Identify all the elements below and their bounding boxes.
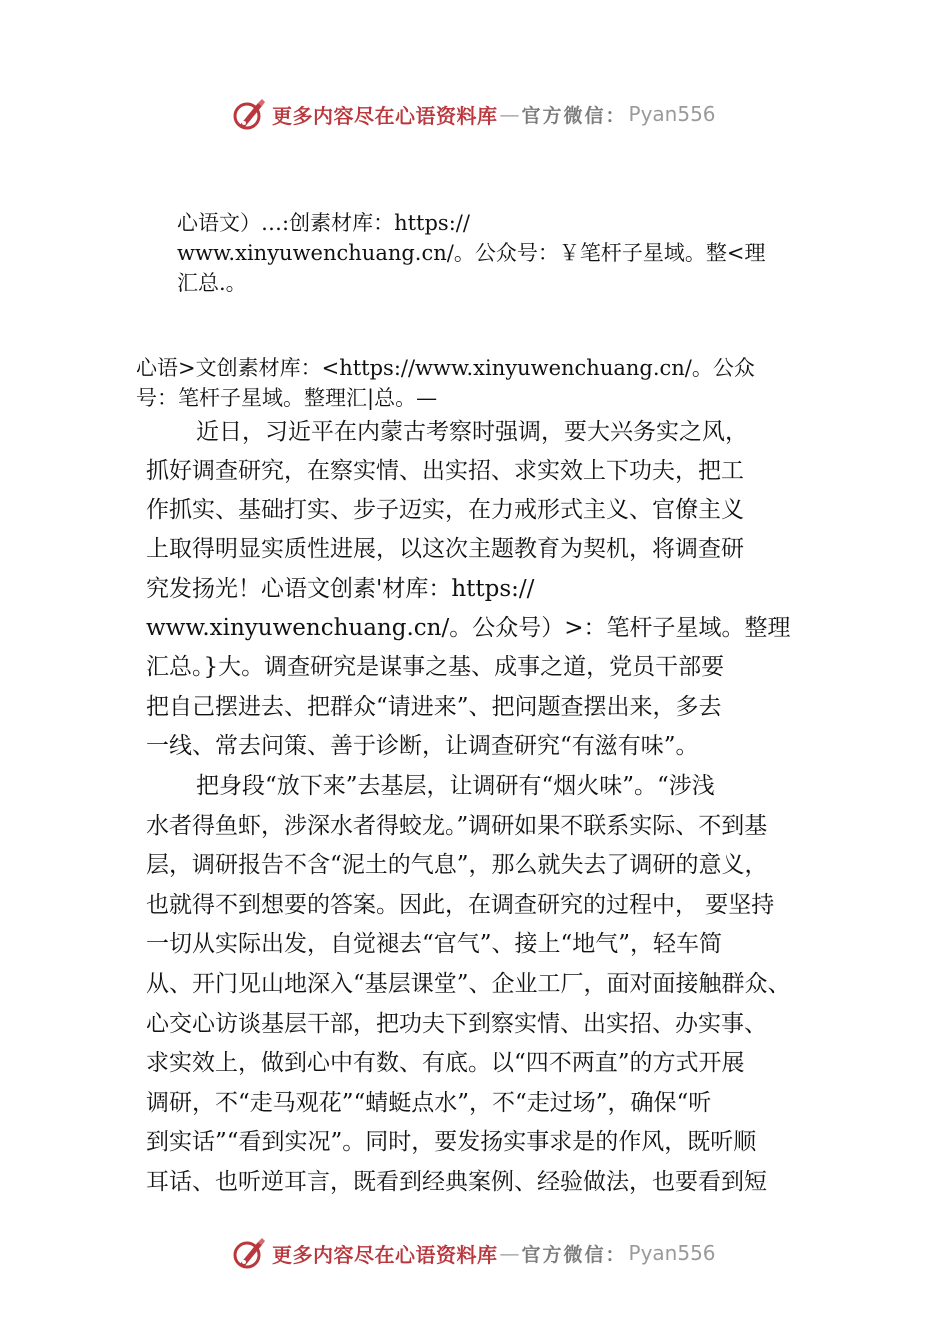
- body-line: 调研，不“走马观花”“蜻蜓点水”，不“走过场”，确保“听: [146, 1090, 712, 1116]
- body-line: 抓好调查研究，在察实情、出实招、求实效上下功夫，把工: [146, 458, 744, 484]
- footer-banner-text: 更多内容尽在心语资料库: [272, 1242, 498, 1267]
- watermark1-line: 心语文）…:创素材库：https://: [177, 211, 470, 235]
- body-line: 也就得不到想要的答案。因此，在调查研究的过程中， 要坚持: [146, 892, 775, 918]
- footer-banner: [232, 1236, 716, 1270]
- watermark2-line: 心语>文创素材库：<https://www.xinyuwenchuang.cn/。公众: [136, 356, 755, 380]
- watermark2-line: 号：笔杆子星域。整理汇|总。—: [136, 386, 438, 410]
- pen-logo-icon: [232, 1236, 266, 1270]
- header-banner-text: 更多内容尽在心语资料库: [272, 103, 498, 128]
- body-line: 到实话”“看到实况”。同时，要发扬实事求是的作风，既听顺: [146, 1129, 757, 1155]
- watermark1-line: 汇总.。: [177, 271, 247, 295]
- body-line: 层，调研报告不含“泥土的气息”，那么就失去了调研的意义，: [146, 852, 768, 878]
- body-line: 究发扬光！心语文创素'材库：https://: [146, 576, 535, 602]
- body-line: 把身段“放下来”去基层，让调研有“烟火味”。“涉浅: [196, 773, 715, 799]
- body-line: 作抓实、基础打实、步子迈实，在力戒形式主义、官僚主义: [146, 497, 744, 523]
- body-line: 求实效上，做到心中有数、有底。以“四不两直”的方式开展: [146, 1050, 745, 1076]
- body-line: 汇总。}大。调查研究是谋事之基、成事之道，党员干部要: [146, 654, 725, 680]
- body-line: 近日，习近平在内蒙古考察时强调，要大兴务实之风，: [196, 419, 748, 445]
- body-line: 把自己摆进去、把群众“请进来”、把问题查摆出来，多去: [146, 694, 722, 720]
- body-line: 上取得明显实质性进展，以这次主题教育为契机，将调查研: [146, 536, 744, 562]
- header-wechat-label: 官方微信：: [521, 104, 627, 127]
- header-banner-dash: —: [499, 102, 520, 126]
- body-line: www.xinyuwenchuang.cn/。公众号）>：笔杆子星域。整理: [146, 615, 791, 641]
- header-banner: [232, 97, 716, 131]
- body-line: 一切从实际出发，自觉褪去“官气”、接上“地气”，轻车简: [146, 931, 723, 957]
- body-line: 水者得鱼虾，涉深水者得蛟龙。”调研如果不联系实际、不到基: [146, 813, 768, 839]
- header-wechat-id: Pyan556: [628, 102, 716, 126]
- footer-wechat-label: 官方微信：: [521, 1243, 627, 1266]
- footer-banner-dash: —: [499, 1241, 520, 1265]
- footer-wechat-id: Pyan556: [628, 1241, 716, 1265]
- body-line: 心交心访谈基层干部，把功夫下到察实情、出实招、办实事、: [146, 1011, 767, 1037]
- body-line: 耳话、也听逆耳言，既看到经典案例、经验做法，也要看到短: [146, 1169, 767, 1195]
- watermark1-line: www.xinyuwenchuang.cn/。公众号：￥笔杆子星域。整<理: [177, 241, 766, 265]
- body-line: 一线、常去问策、善于诊断，让调查研究“有滋有味”。: [146, 733, 699, 759]
- pen-logo-icon: [232, 97, 266, 131]
- body-line: 从、开门见山地深入“基层课堂”、企业工厂，面对面接触群众、: [146, 971, 791, 997]
